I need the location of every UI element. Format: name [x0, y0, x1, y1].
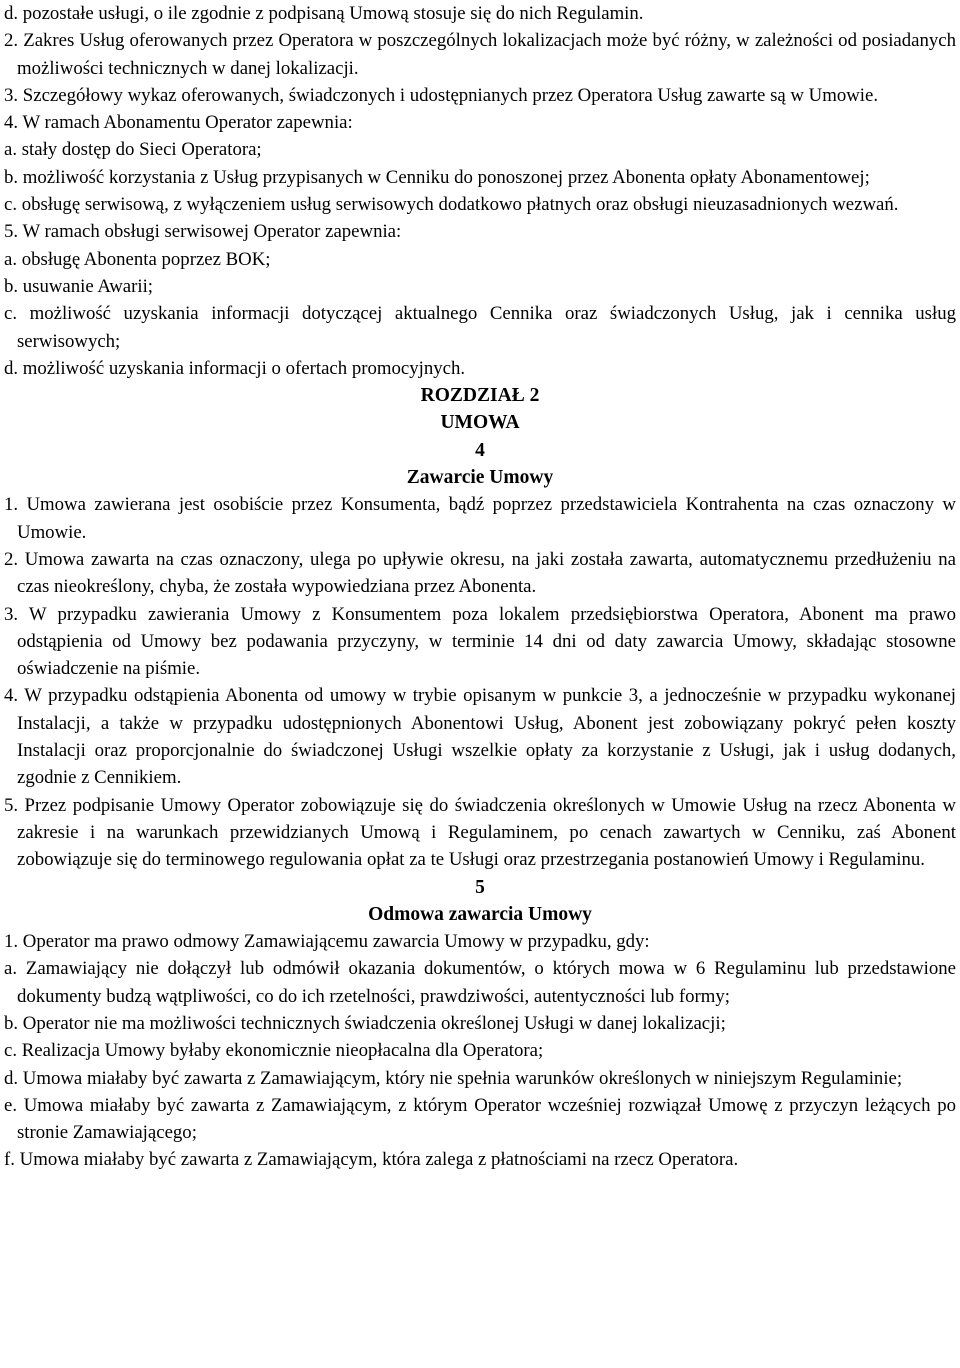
- chapter-title: UMOWA: [440, 412, 520, 434]
- paragraph: 1. Operator ma prawo odmowy Zamawiającemu zawarcia Umowy w przypadku, gdy:: [4, 931, 650, 953]
- paragraph: b. usuwanie Awarii;: [4, 275, 154, 297]
- chapter-heading: ROZDZIAŁ 2: [420, 385, 540, 407]
- section-title: Odmowa zawarcia Umowy: [368, 903, 592, 925]
- paragraph: a. Zamawiający nie dołączył lub odmówił okazania dokumentów, o których mowa w 6 Regulaminu lub przedstawione dokumenty budzą wątpliwości, co do ich rzetelności, prawdziwości, autentyczności lub formy;: [4, 958, 956, 1007]
- section-number: 4: [475, 439, 485, 461]
- paragraph: 3. W przypadku zawierania Umowy z Konsumentem poza lokalem przedsiębiorstwa Operatora, Abonent ma prawo odstąpienia od Umowy bez podawania przyczyny, w terminie 14 dni od daty zawarcia Umowy, składając stosowne oświadczenie na piśmie.: [4, 603, 956, 680]
- paragraph: d. Umowa miałaby być zawarta z Zamawiającym, który nie spełnia warunków określonych w niniejszym Regulaminie;: [4, 1067, 903, 1089]
- paragraph: 4. W ramach Abonamentu Operator zapewnia:: [4, 112, 353, 134]
- paragraph: c. Realizacja Umowy byłaby ekonomicznie nieopłacalna dla Operatora;: [4, 1040, 544, 1062]
- paragraph: 3. Szczegółowy wykaz oferowanych, świadczonych i udostępnianych przez Operatora Usług zawarte są w Umowie.: [4, 84, 879, 106]
- paragraph: f. Umowa miałaby być zawarta z Zamawiającym, która zalega z płatnościami na rzecz Operatora.: [4, 1149, 739, 1171]
- paragraph: d. pozostałe usługi, o ile zgodnie z podpisaną Umową stosuje się do nich Regulamin.: [4, 3, 644, 24]
- paragraph: 5. Przez podpisanie Umowy Operator zobowiązuje się do świadczenia określonych w Umowie Usług na rzecz Abonenta w zakresie i na warunkach przewidzianych Umową i Regulaminem, po cenach zawartych w Cenniku, zaś Abonent zobowiązuje się do terminowego regulowania opłat za te Usługi oraz przestrzegania postanowień Umowy i Regulaminu.: [4, 794, 956, 871]
- section-title: Zawarcie Umowy: [406, 467, 554, 489]
- paragraph: a. stały dostęp do Sieci Operatora;: [4, 139, 262, 161]
- paragraph: a. obsługę Abonenta poprzez BOK;: [4, 248, 271, 270]
- paragraph: 1. Umowa zawierana jest osobiście przez Konsumenta, bądź poprzez przedstawiciela Kontrahenta na czas oznaczony w Umowie.: [4, 494, 956, 543]
- section-number: 5: [475, 876, 485, 898]
- paragraph: b. Operator nie ma możliwości technicznych świadczenia określonej Usługi w danej lokalizacji;: [4, 1012, 726, 1034]
- paragraph: b. możliwość korzystania z Usług przypisanych w Cenniku do ponoszonej przez Abonenta opłaty Abonamentowej;: [4, 166, 870, 188]
- paragraph: 5. W ramach obsługi serwisowej Operator zapewnia:: [4, 221, 402, 243]
- paragraph: e. Umowa miałaby być zawarta z Zamawiającym, z którym Operator wcześniej rozwiązał Umowę z przyczyn leżących po stronie Zamawiającego;: [4, 1094, 956, 1144]
- paragraph: 2. Zakres Usług oferowanych przez Operatora w poszczególnych lokalizacjach może być różny, w zależności od posiadanych możliwości technicznych w danej lokalizacji.: [4, 30, 956, 79]
- paragraph: 4. W przypadku odstąpienia Abonenta od umowy w trybie opisanym w punkcie 3, a jednocześnie w przypadku wykonanej Instalacji, a także w przypadku udostępnionych Abonentowi Usług, Abonent jest zobowiązany pokryć pełen koszty Instalacji oraz proporcjonalnie do świadczonej Usługi wszelkie opłaty za korzystanie z Usługi, jak i usług dodanych, zgodnie z Cennikiem.: [4, 685, 956, 789]
- paragraph: d. możliwość uzyskania informacji o ofertach promocyjnych.: [4, 357, 466, 379]
- paragraph: 2. Umowa zawarta na czas oznaczony, ulega po upływie okresu, na jaki została zawarta, automatycznemu przedłużeniu na czas nieokreślony, chyba, że została wypowiedziana przez Abonenta.: [4, 548, 956, 598]
- paragraph: c. możliwość uzyskania informacji dotyczącej aktualnego Cennika oraz świadczonych Usług, jak i cennika usług serwisowych;: [4, 303, 956, 352]
- paragraph: c. obsługę serwisową, z wyłączeniem usług serwisowych dodatkowo płatnych oraz obsługi nieuzasadnionych wezwań.: [4, 194, 899, 216]
- document-page: [4, 0, 956, 1174]
